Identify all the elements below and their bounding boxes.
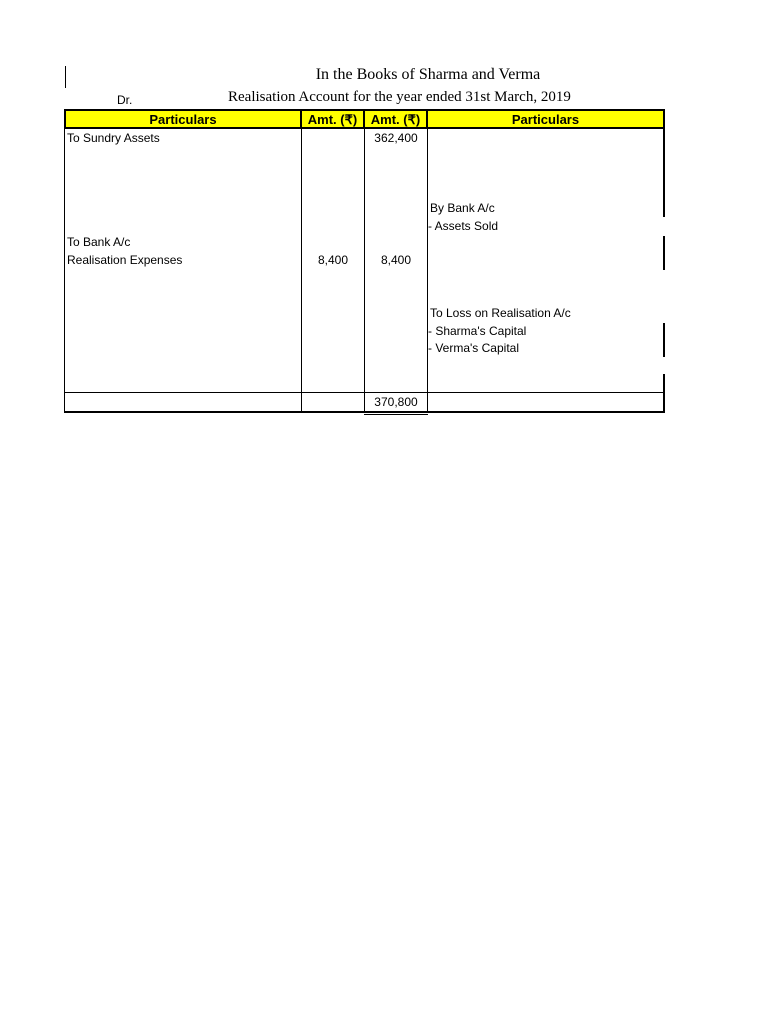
header-amt-1: Amt. (₹) — [300, 109, 365, 129]
realisation-expenses-amt-2: 8,400 — [380, 253, 412, 267]
border-left — [64, 129, 65, 412]
border-right-segment — [663, 236, 665, 270]
table-bottom — [64, 411, 665, 413]
sundry-assets-amount: 362,400 — [374, 131, 418, 145]
total-row-top — [64, 392, 665, 393]
debit-bank-ac-label: To Bank A/c — [67, 235, 131, 249]
header-particulars-left: Particulars — [64, 109, 302, 129]
assets-sold-label: - Assets Sold — [428, 219, 499, 233]
header-particulars-right: Particulars — [426, 109, 665, 129]
account-subtitle: Realisation Account for the year ended 31st March, 2019 — [228, 89, 571, 105]
debit-total: 370,800 — [374, 395, 418, 409]
border-right-segment — [663, 374, 665, 412]
sundry-assets-label: To Sundry Assets — [67, 131, 160, 145]
divider-credit — [427, 129, 428, 412]
realisation-expenses-label: Realisation Expenses — [67, 253, 183, 267]
verma-capital-label: - Verma's Capital — [428, 341, 519, 355]
realisation-expenses-amt-1: 8,400 — [317, 253, 349, 267]
document-title: In the Books of Sharma and Verma — [315, 66, 541, 83]
realisation-account-table — [64, 109, 665, 412]
border-right-segment — [663, 129, 665, 217]
border-right-segment — [663, 323, 665, 357]
divider-amt-2 — [364, 129, 365, 412]
sharma-capital-label: - Sharma's Capital — [428, 324, 527, 338]
loss-on-realisation-label: To Loss on Realisation A/c — [430, 306, 571, 320]
dr-label: Dr. — [117, 93, 133, 107]
header-amt-2: Amt. (₹) — [363, 109, 428, 129]
credit-bank-ac-label: By Bank A/c — [430, 201, 495, 215]
divider-amt-1 — [301, 129, 302, 412]
total-double-underline — [364, 414, 428, 415]
